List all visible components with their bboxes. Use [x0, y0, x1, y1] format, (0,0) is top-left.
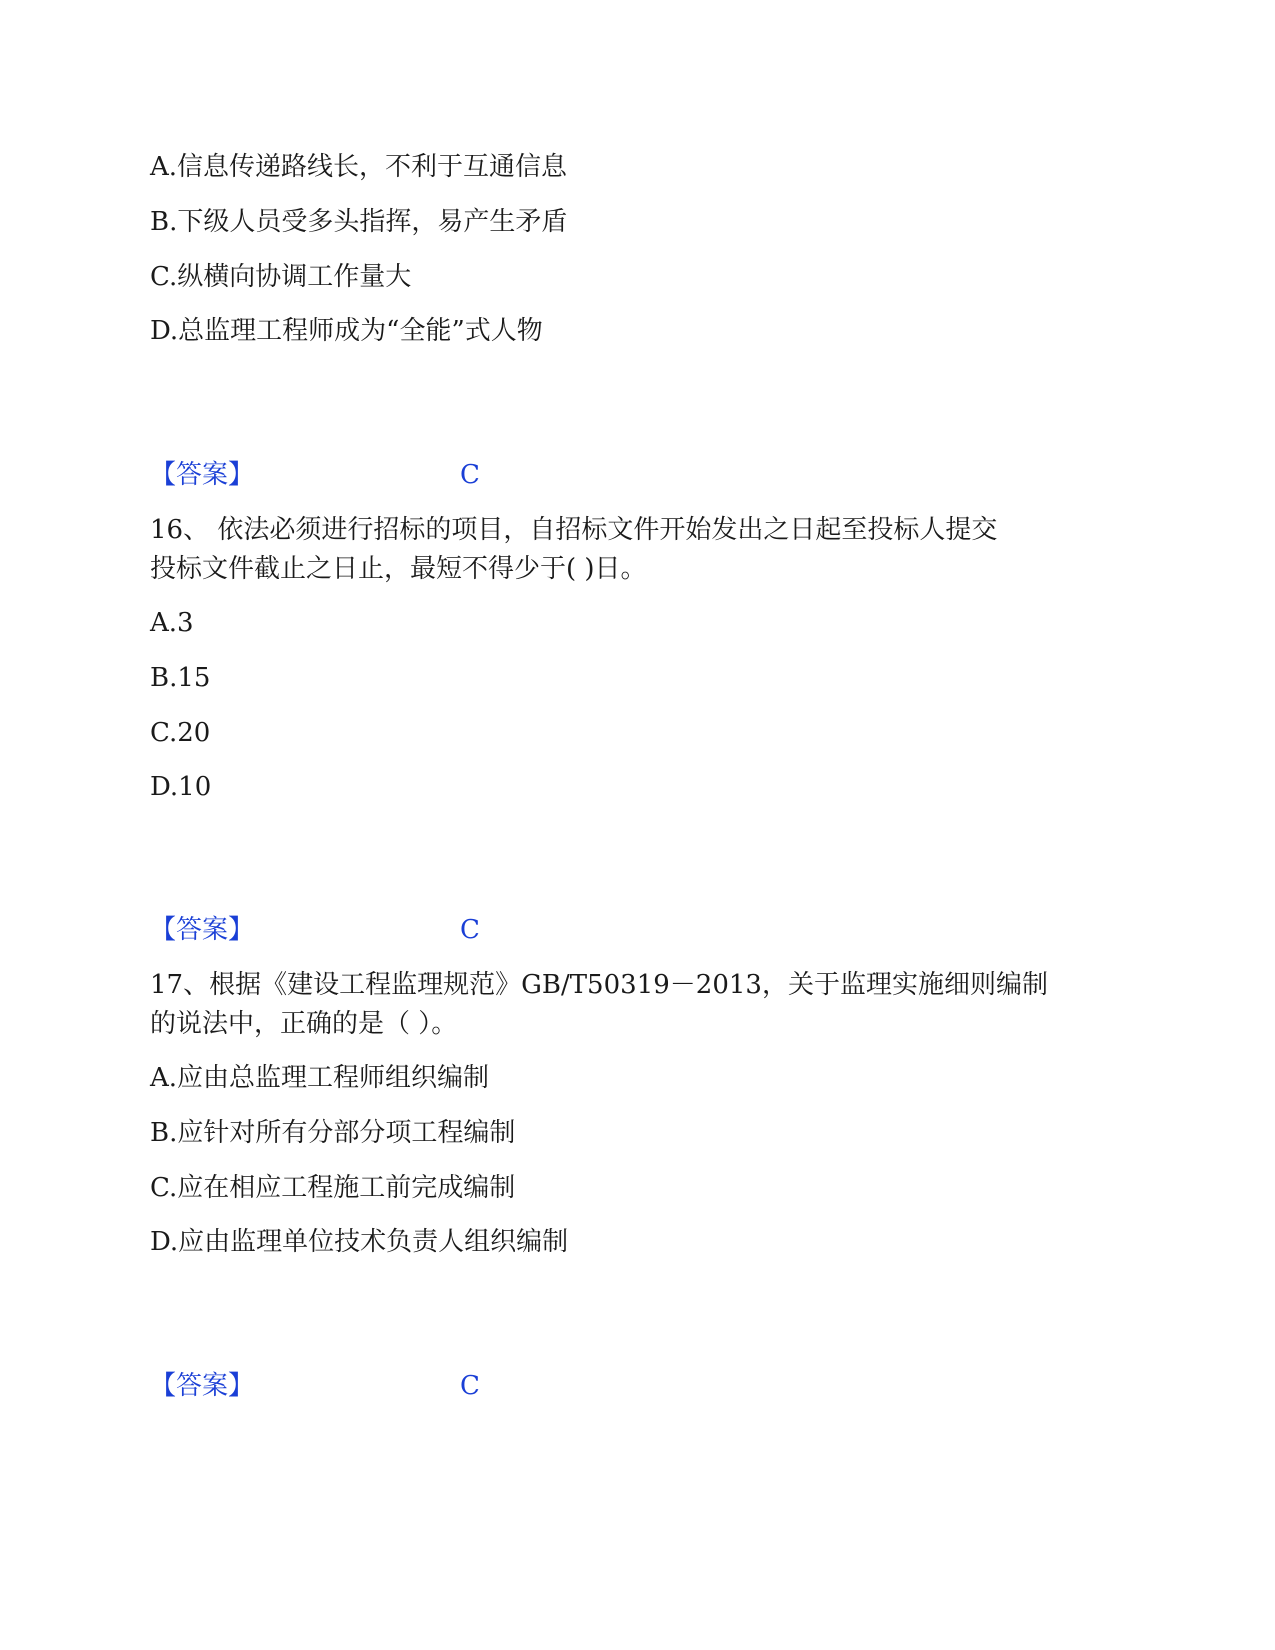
- q16-option-b: B.15: [150, 663, 211, 693]
- q15-option-b: B.下级人员受多头指挥，易产生矛盾: [150, 207, 568, 237]
- q15-option-c: C.纵横向协调工作量大: [150, 262, 412, 292]
- q15-answer: [150, 458, 480, 492]
- q16-stem-line-1: 16、 依法必须进行招标的项目，自招标文件开始发出之日起至投标人提交: [150, 515, 998, 545]
- answer-value: C: [460, 1371, 480, 1401]
- q17-stem-line-1: 17、根据《建设工程监理规范》GB/T50319－2013，关于监理实施细则编制: [150, 970, 1048, 1000]
- q17-option-c: C.应在相应工程施工前完成编制: [150, 1173, 516, 1203]
- answer-label: 【答案】: [150, 1371, 255, 1401]
- q16-option-a: A.3: [150, 608, 194, 638]
- answer-label: 【答案】: [150, 460, 255, 490]
- answer-value: C: [460, 460, 480, 490]
- q16-answer: [150, 913, 480, 947]
- q15-option-d: D.总监理工程师成为“全能”式人物: [150, 316, 543, 346]
- q17-option-d: D.应由监理单位技术负责人组织编制: [150, 1227, 569, 1257]
- q16-option-d: D.10: [150, 772, 212, 802]
- q16-stem-line-2: 投标文件截止之日止，最短不得少于( )日。: [150, 554, 647, 584]
- q16-option-c: C.20: [150, 718, 211, 748]
- answer-value: C: [460, 915, 480, 945]
- q15-option-a: A.信息传递路线长，不利于互通信息: [150, 152, 568, 182]
- answer-label: 【答案】: [150, 915, 255, 945]
- q17-option-b: B.应针对所有分部分项工程编制: [150, 1118, 516, 1148]
- q17-option-a: A.应由总监理工程师组织编制: [150, 1063, 490, 1093]
- q17-stem-line-2: 的说法中，正确的是（ ）。: [150, 1009, 458, 1039]
- q17-answer: [150, 1369, 480, 1403]
